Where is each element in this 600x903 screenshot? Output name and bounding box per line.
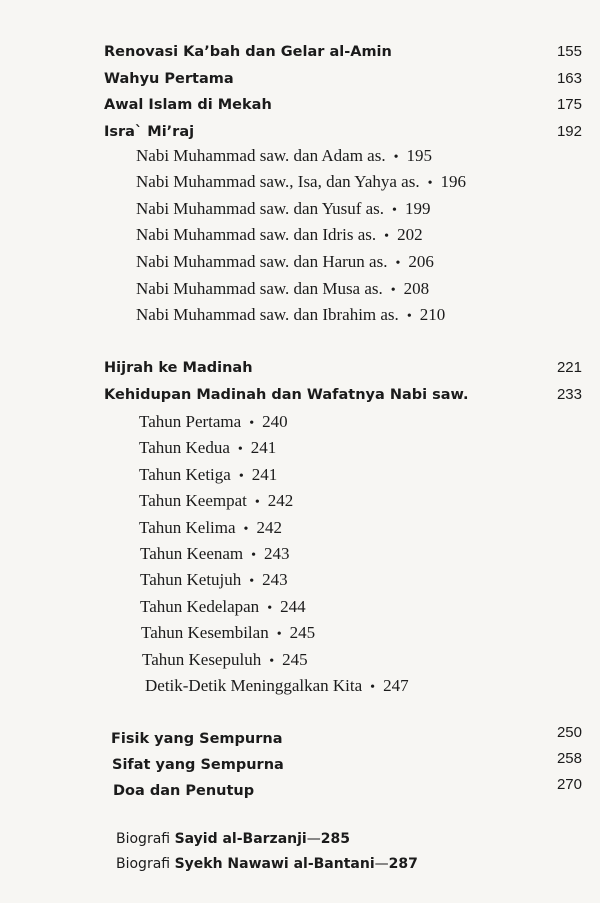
toc-entry-page: 192 (556, 123, 582, 140)
toc-entry-page: 175 (556, 96, 582, 113)
toc-subentry[interactable] (136, 144, 432, 170)
bullet: • (267, 601, 273, 616)
biography-name: Syekh Nawawi al-Bantani (174, 856, 375, 872)
toc-subentry-page: 195 (406, 146, 433, 165)
bullet: • (251, 548, 257, 563)
toc-subentry-page: 245 (289, 623, 316, 642)
bullet: • (406, 309, 412, 324)
toc-subentry-page: 245 (282, 650, 308, 669)
toc-subentry-title: Nabi Muhammad saw. dan Harun as. (136, 252, 388, 271)
toc-entry-title: Hijrah ke Madinah (104, 360, 253, 376)
toc-subentry[interactable] (145, 674, 409, 700)
toc-subentry[interactable] (136, 250, 434, 276)
biography-prefix: Biografi (116, 831, 171, 847)
toc-subentry[interactable] (140, 568, 288, 594)
toc-entry[interactable] (113, 776, 582, 803)
toc-subentry-title: Tahun Kesepuluh (142, 650, 262, 669)
toc-subentry-title: Tahun Kelima (139, 518, 236, 537)
toc-entry-title: Fisik yang Sempurna (111, 731, 283, 747)
toc-subentry[interactable] (136, 277, 429, 303)
biography-prefix: Biografi (116, 856, 171, 872)
toc-subentry-title: Tahun Keenam (140, 544, 244, 563)
toc-subentry-title: Tahun Ketiga (139, 465, 231, 484)
bullet: • (243, 522, 249, 537)
toc-subentry-page: 240 (262, 412, 288, 431)
toc-subentry[interactable] (139, 463, 277, 489)
bullet: • (393, 150, 399, 165)
toc-entry-title: Awal Islam di Mekah (104, 97, 272, 113)
toc-subentry-title: Tahun Ketujuh (140, 570, 242, 589)
toc-subentry-page: 208 (403, 279, 430, 298)
toc-subentry[interactable] (141, 621, 315, 647)
toc-subentry-page: 241 (251, 465, 278, 484)
toc-entry[interactable] (104, 356, 582, 380)
toc-subentry[interactable] (139, 436, 276, 462)
toc-subentry[interactable] (140, 542, 290, 568)
bullet: • (237, 442, 243, 457)
bullet: • (269, 654, 275, 669)
bullet: • (395, 256, 401, 271)
toc-subentry[interactable] (140, 595, 306, 621)
toc-subentry-page: 202 (397, 225, 423, 244)
toc-entry-page: 250 (556, 724, 582, 741)
toc-entry-page: 233 (556, 386, 582, 403)
dash: — (306, 831, 321, 847)
toc-subentry-page: 242 (256, 518, 282, 537)
dash: — (374, 856, 389, 872)
bullet: • (254, 495, 260, 510)
biography-entry[interactable] (116, 853, 418, 875)
bullet: • (384, 229, 390, 244)
toc-entry[interactable] (104, 67, 582, 91)
toc-entry-page: 155 (556, 43, 582, 60)
toc-subentry-title: Tahun Keempat (139, 491, 247, 510)
toc-subentry-title: Nabi Muhammad saw. dan Adam as. (136, 146, 386, 165)
toc-subentry-page: 196 (440, 172, 467, 191)
toc-entry-title: Sifat yang Sempurna (112, 757, 284, 773)
toc-subentry-page: 210 (419, 305, 446, 324)
toc-subentry[interactable] (139, 489, 293, 515)
biography-entry[interactable] (116, 828, 350, 850)
toc-subentry[interactable] (139, 516, 282, 542)
toc-subentry-page: 199 (404, 199, 431, 218)
toc-subentry[interactable] (136, 170, 466, 196)
toc-subentry[interactable] (136, 223, 423, 249)
toc-entry-title: Isra` Mi’raj (104, 124, 195, 140)
toc-subentry-page: 243 (264, 544, 290, 563)
toc-subentry-title: Nabi Muhammad saw. dan Ibrahim as. (136, 305, 399, 324)
bullet: • (249, 574, 255, 589)
toc-entry[interactable] (104, 40, 582, 64)
toc-subentry-title: Nabi Muhammad saw. dan Yusuf as. (136, 199, 385, 218)
toc-subentry-title: Tahun Kedelapan (140, 597, 260, 616)
toc-subentry-title: Nabi Muhammad saw., Isa, dan Yahya as. (136, 172, 420, 191)
toc-subentry-page: 243 (262, 570, 288, 589)
toc-entry[interactable] (111, 724, 582, 751)
toc-entry-page: 221 (556, 359, 582, 376)
toc-subentry-page: 242 (267, 491, 294, 510)
toc-subentry[interactable] (142, 648, 308, 674)
toc-subentry[interactable] (136, 303, 445, 329)
bullet: • (427, 176, 433, 191)
toc-subentry[interactable] (136, 197, 430, 223)
toc-subentry-page: 244 (280, 597, 306, 616)
toc-entry-title: Kehidupan Madinah dan Wafatnya Nabi saw. (104, 387, 469, 403)
bullet: • (249, 416, 255, 431)
toc-subentry-title: Nabi Muhammad saw. dan Idris as. (136, 225, 377, 244)
toc-entry[interactable] (104, 93, 582, 117)
toc-entry-page: 270 (556, 776, 582, 793)
toc-subentry[interactable] (139, 410, 288, 436)
toc-subentry-page: 206 (408, 252, 434, 271)
toc-subentry-title: Tahun Pertama (139, 412, 242, 431)
toc-subentry-title: Tahun Kesembilan (141, 623, 269, 642)
bullet: • (276, 627, 282, 642)
toc-entry-title: Doa dan Penutup (113, 783, 255, 799)
toc-subentry-title: Tahun Kedua (139, 438, 230, 457)
bullet: • (370, 680, 376, 695)
bullet: • (390, 283, 396, 298)
toc-subentry-page: 247 (383, 676, 409, 695)
biography-name: Sayid al-Barzanji (174, 831, 307, 847)
toc-subentry-title: Detik-Detik Meninggalkan Kita (145, 676, 363, 695)
toc-entry-page: 163 (556, 70, 582, 87)
toc-entry[interactable] (104, 120, 582, 144)
biography-page: 285 (320, 831, 350, 847)
bullet: • (392, 203, 397, 218)
toc-subentry-title: Nabi Muhammad saw. dan Musa as. (136, 279, 383, 298)
toc-subentry-page: 241 (250, 438, 277, 457)
toc-entry-page: 258 (556, 750, 582, 767)
toc-entry-title: Wahyu Pertama (104, 71, 234, 87)
toc-entry[interactable] (112, 750, 582, 777)
toc-entry[interactable] (104, 383, 582, 407)
bullet: • (238, 469, 244, 484)
toc-entry-title: Renovasi Ka’bah dan Gelar al-Amin (104, 44, 392, 60)
biography-page: 287 (388, 856, 418, 872)
